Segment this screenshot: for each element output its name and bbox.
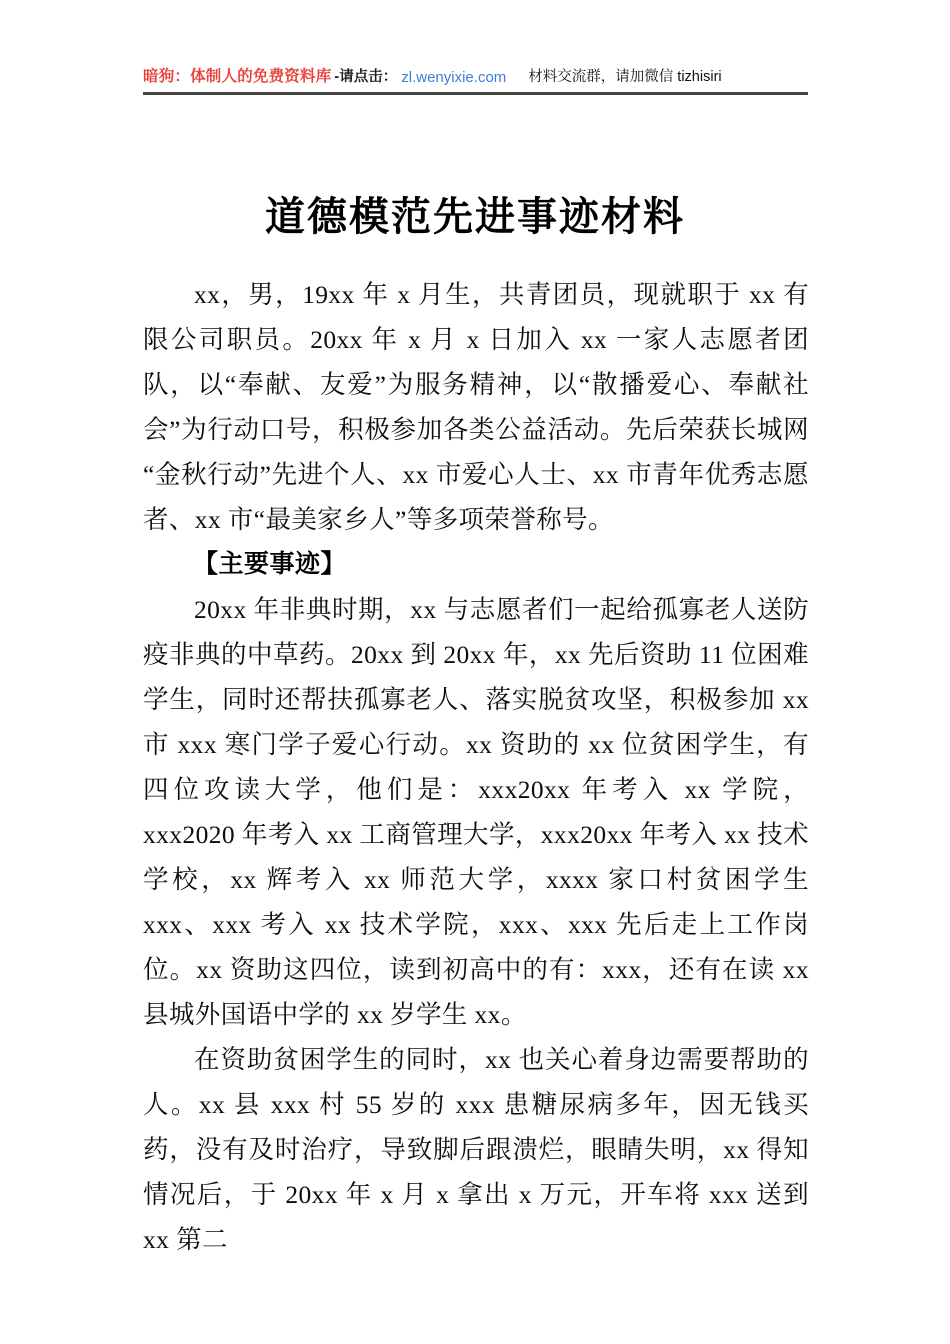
paragraph-intro: xx，男，19xx 年 x 月生，共青团员，现就职于 xx 有限公司职员。20xx 年 x 月 x 日加入 xx 一家人志愿者团队，以“奉献、友爱”为服务精神，以“散播爱心、奉献社会”为行动口号，积极参加各类公益活动。先后荣获长城网“金秋行动”先进个人、xx 市爱心人士、xx 市青年优秀志愿者、xx 市“最美家乡人”等多项荣誉称号。 — [143, 280, 809, 534]
promo-click-prompt: -请点击： — [334, 68, 398, 85]
promo-header-banner — [143, 60, 808, 94]
document-title: 道德模范先进事迹材料 — [265, 193, 685, 239]
promo-wechat-note: 材料交流群，请加微信 tizhisiri — [528, 68, 722, 85]
promo-website-link[interactable]: zl.wenyixie.com — [401, 68, 507, 86]
header-divider-rule — [143, 92, 808, 95]
section-heading-main-deeds: 【主要事迹】 — [193, 550, 347, 578]
promo-brand-text: 暗狗：体制人的免费资料库 — [143, 68, 332, 86]
document-body — [143, 272, 809, 1262]
paragraph-deeds-neighbors: 在资助贫困学生的同时，xx 也关心着身边需要帮助的人。xx 县 xxx 村 55 岁的 xxx 患糖尿病多年，因无钱买药，没有及时治疗，导致脚后跟溃烂，眼睛失明，xx 得知情况后，于 20xx 年 x 月 x 拿出 x 万元，开车将 xxx 送到 xx 第二 — [143, 1045, 809, 1254]
paragraph-deeds-students: 20xx 年非典时期，xx 与志愿者们一起给孤寡老人送防疫非典的中草药。20xx 到 20xx 年，xx 先后资助 11 位困难学生，同时还帮扶孤寡老人、落实脱贫攻坚，积极参加 xx 市 xxx 寒门学子爱心行动。xx 资助的 xx 位贫困学生，有四位攻读大学，他们是：xxx20xx 年考入 xx 学院，xxx2020 年考入 xx 工商管理大学，xxx20xx 年考入 xx 技术学校，xx 辉考入 xx 师范大学，xxxx 家口村贫困学生 xxx、xxx 考入 xx 技术学院，xxx、xxx 先后走上工作岗位。xx 资助这四位，读到初高中的有：xxx，还有在读 xx 县城外国语中学的 xx 岁学生 xx。 — [143, 595, 809, 1029]
